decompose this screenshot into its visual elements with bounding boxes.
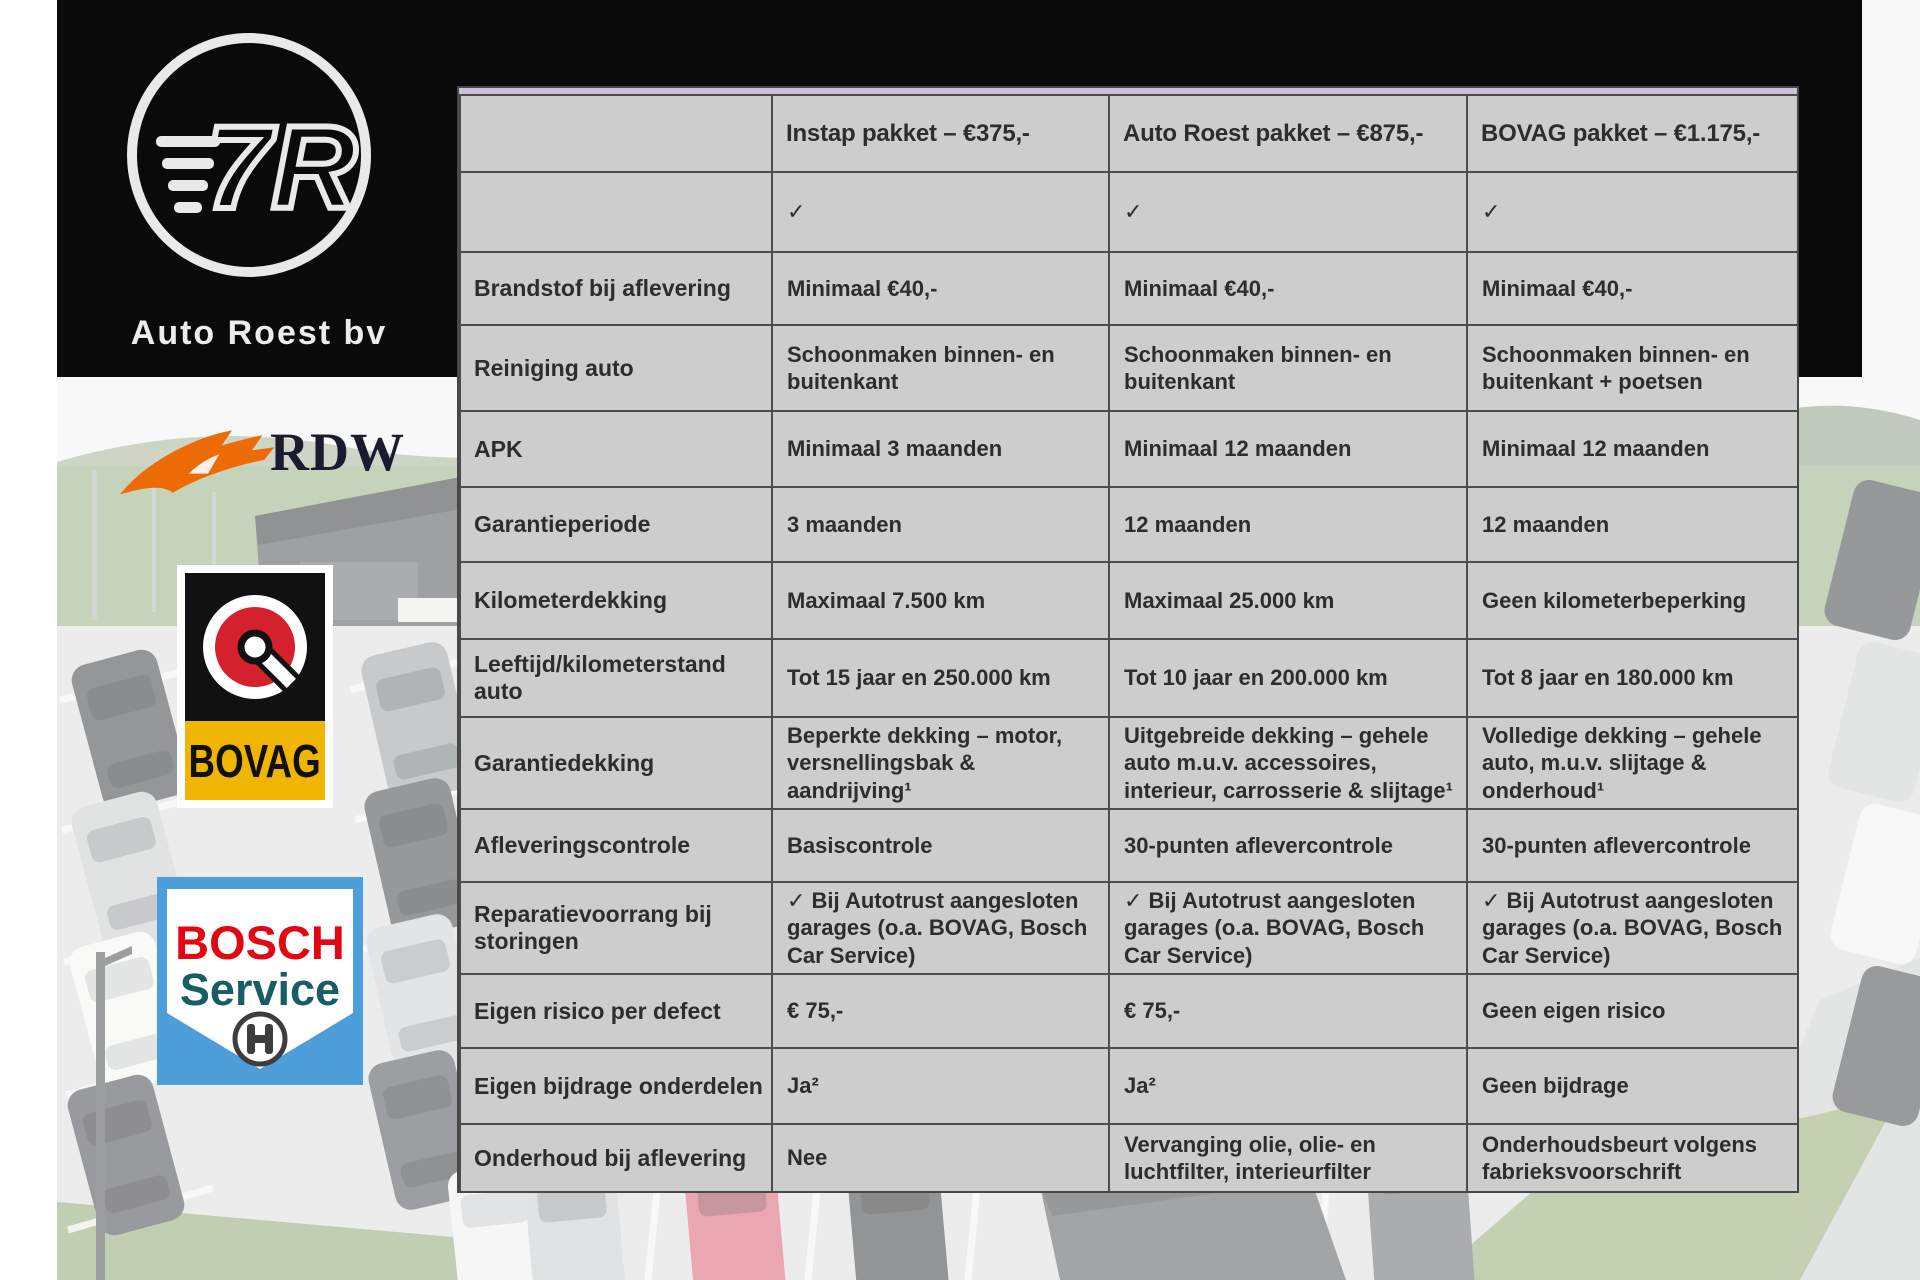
bovag-band	[185, 721, 325, 800]
bovag-logo	[177, 565, 333, 808]
table-row	[460, 487, 1798, 562]
cell: Minimaal 3 maanden	[772, 411, 1109, 487]
table-row	[460, 252, 1798, 325]
cell: Minimaal €40,-	[1467, 252, 1798, 325]
cell: Tot 8 jaar en 180.000 km	[1467, 639, 1798, 717]
corner-cell	[460, 95, 772, 172]
cell: Ja²	[1109, 1048, 1467, 1124]
cell: Minimaal 12 maanden	[1467, 411, 1798, 487]
package-table	[459, 94, 1799, 1193]
cell: 30-punten aflevercontrole	[1109, 809, 1467, 882]
table-row	[460, 325, 1798, 411]
cell: Minimaal €40,-	[772, 252, 1109, 325]
column-header: Auto Roest pakket – €875,-	[1109, 95, 1467, 172]
cell: Volledige dekking – gehele auto, m.u.v. slijtage & onderhoud¹	[1467, 717, 1798, 809]
table-row	[460, 1048, 1798, 1124]
row-label: Onderhoud bij aflevering	[460, 1124, 772, 1192]
cell: Onderhoudsbeurt volgens fabrieksvoorschrift	[1467, 1124, 1798, 1192]
cell: Geen kilometerbeperking	[1467, 562, 1798, 639]
cell: Minimaal 12 maanden	[1109, 411, 1467, 487]
rdw-swoosh-icon	[112, 420, 280, 508]
table-row	[460, 639, 1798, 717]
cell: Vervanging olie, olie- en luchtfilter, interieurfilter	[1109, 1124, 1467, 1192]
cell: ✓	[772, 172, 1109, 252]
table-row	[460, 411, 1798, 487]
table-row	[460, 1124, 1798, 1192]
cell: € 75,-	[1109, 974, 1467, 1048]
cell: Maximaal 25.000 km	[1109, 562, 1467, 639]
column-header: BOVAG pakket – €1.175,-	[1467, 95, 1798, 172]
row-label: APK	[460, 411, 772, 487]
table-row	[460, 809, 1798, 882]
cell: ✓	[1109, 172, 1467, 252]
header-row	[460, 95, 1798, 172]
row-label: Reiniging auto	[460, 325, 772, 411]
row-label: Eigen risico per defect	[460, 974, 772, 1048]
cell: 30-punten aflevercontrole	[1467, 809, 1798, 882]
cell: Geen eigen risico	[1467, 974, 1798, 1048]
cell: ✓ Bij Autotrust aangesloten garages (o.a. BOVAG, Bosch Car Service)	[1467, 882, 1798, 974]
cell: ✓ Bij Autotrust aangesloten garages (o.a. BOVAG, Bosch Car Service)	[1109, 882, 1467, 974]
cell: Schoonmaken binnen- en buitenkant	[1109, 325, 1467, 411]
cell: Tot 10 jaar en 200.000 km	[1109, 639, 1467, 717]
bosch-service-logo	[157, 877, 363, 1085]
brand-monogram-text: 7R	[206, 102, 357, 234]
table-row	[460, 562, 1798, 639]
cell: 3 maanden	[772, 487, 1109, 562]
cell: Schoonmaken binnen- en buitenkant	[772, 325, 1109, 411]
brand-monogram-icon	[118, 24, 380, 286]
row-label: Afleveringscontrole	[460, 809, 772, 882]
bovag-emblem-icon	[185, 573, 325, 721]
table-row	[460, 974, 1798, 1048]
cell: Beperkte dekking – motor, versnellingsbak & aandrijving¹	[772, 717, 1109, 809]
table-row	[460, 172, 1798, 252]
row-label	[460, 172, 772, 252]
cell: ✓	[1467, 172, 1798, 252]
cell: Ja²	[772, 1048, 1109, 1124]
bosch-service-text: Service	[179, 964, 341, 1015]
cell: 12 maanden	[1109, 487, 1467, 562]
column-header: Instap pakket – €375,-	[772, 95, 1109, 172]
package-table-wrap	[459, 88, 1797, 1191]
cell: 12 maanden	[1467, 487, 1798, 562]
row-label: Kilometerdekking	[460, 562, 772, 639]
bosch-wordmark: BOSCH	[175, 916, 345, 969]
rdw-wordmark: RDW	[270, 422, 405, 482]
cell: Minimaal €40,-	[1109, 252, 1467, 325]
cell: Geen bijdrage	[1467, 1048, 1798, 1124]
table-row	[460, 717, 1798, 809]
cell: € 75,-	[772, 974, 1109, 1048]
row-label: Eigen bijdrage onderdelen	[460, 1048, 772, 1124]
row-label: Leeftijd/kilometerstand auto	[460, 639, 772, 717]
table-row	[460, 882, 1798, 974]
cell: Tot 15 jaar en 250.000 km	[772, 639, 1109, 717]
rdw-logo	[112, 416, 405, 516]
row-label: Reparatievoorrang bij storingen	[460, 882, 772, 974]
cell: Uitgebreide dekking – gehele auto m.u.v. accessoires, interieur, carrosserie & slijtage¹	[1109, 717, 1467, 809]
row-label: Brandstof bij aflevering	[460, 252, 772, 325]
cell: Nee	[772, 1124, 1109, 1192]
bovag-wordmark: BOVAG	[188, 734, 322, 787]
cell: ✓ Bij Autotrust aangesloten garages (o.a. BOVAG, Bosch Car Service)	[772, 882, 1109, 974]
cell: Schoonmaken binnen- en buitenkant + poetsen	[1467, 325, 1798, 411]
row-label: Garantiedekking	[460, 717, 772, 809]
cell: Maximaal 7.500 km	[772, 562, 1109, 639]
row-label: Garantieperiode	[460, 487, 772, 562]
cell: Basiscontrole	[772, 809, 1109, 882]
brand-name: Auto Roest bv	[130, 314, 388, 352]
